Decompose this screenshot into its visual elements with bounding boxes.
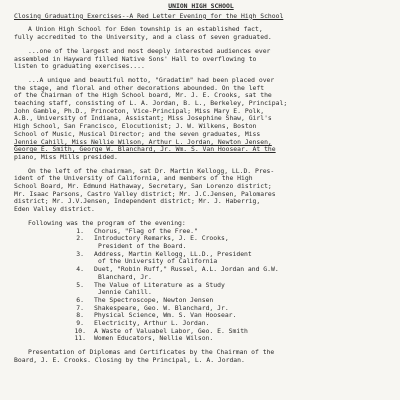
program-intro: Following was the program of the evening:: [28, 218, 186, 227]
para4-line: ident of the University of California, and members of the High: [14, 174, 253, 183]
para5-line: Presentation of Diplomas and Certificates by the Chairman of the: [28, 348, 275, 357]
program-text-cont: Jennie Cahill.: [98, 288, 152, 297]
para4-line: district; Mr. J.V.Jensen, Independent district; Mr. J. Haberrig,: [14, 197, 261, 206]
para3-line: A.B., University of Indiana, Assistant; Miss Josephine Shaw, Girl's: [14, 114, 272, 123]
para1-line: fully accredited to the University, and a class of seven graduated.: [14, 33, 272, 42]
program-number: 6.: [76, 295, 84, 304]
program-number: 1.: [76, 226, 84, 235]
program-text: A Waste of Valuabel Labor, Geo. E. Smith: [94, 326, 248, 335]
para3-line-underlined: George E. Smith, George W. Blanchard, Jr. Wm. S. Van Hoosear. At the: [14, 145, 276, 154]
program-item: [14, 335, 388, 343]
paragraph-2: [14, 48, 388, 71]
program-number: 7.: [76, 303, 84, 312]
program-number: 4.: [76, 265, 84, 274]
program-text: Duet, "Robin Ruff," Russel, A.L. Jordan and G.W.: [94, 265, 279, 274]
program-text: Electricity, Arthur L. Jordan.: [94, 319, 210, 328]
program-text: Introductory Remarks, J. E. Crooks,: [94, 234, 229, 243]
program-text: The Spectroscope, Newton Jensen: [94, 295, 214, 304]
program-number: 3.: [76, 249, 84, 258]
document-header: UNION HIGH SCHOOL: [168, 2, 234, 10]
para2-line: listen to graduating exercises....: [14, 62, 145, 71]
para3-line: John Gamble, Ph.D., Princeton, Vice-Principal; Miss Mary E. Polk,: [14, 106, 265, 115]
program-number: 5.: [76, 280, 84, 289]
para4-line: Mr. Isaac Parsons, Castro Valley district; Mr. J.C.Jensen, Palomares: [14, 189, 276, 198]
program-text: Physical Science, Wm. S. Van Hoosear.: [94, 311, 237, 320]
program-text: Address, Martin Kellogg, LL.D., President: [94, 249, 252, 258]
paragraph-4: [14, 168, 388, 214]
para3-line: the stage, and floral and other decorations abounded. On the left: [14, 83, 265, 92]
program-number: 9.: [76, 319, 84, 328]
para3-line-underlined: Jennie Cahill, Miss Nellie Wilson, Arthur L. Jordan, Newton Jensen,: [14, 137, 272, 146]
program-text-cont: of the University of California: [98, 257, 218, 266]
para3-line: of the Chairman of the High School board, Mr. J. E. Crooks, sat the: [14, 91, 272, 100]
paragraph-3: [14, 77, 388, 162]
para4-line: Eden Valley district.: [14, 205, 95, 214]
para4-line: School Board, Mr. Edmund Hathaway, Secretary, San Lorenzo district;: [14, 182, 272, 191]
para3-line: piano, Miss Mills presided.: [14, 152, 118, 161]
para3-line: ...A unique and beautiful motto, "Gradatim" had been placed over: [28, 75, 275, 84]
para5-line: Board, J. E. Crooks. Closing by the Principal, L. A. Jordan.: [14, 355, 245, 364]
program-text: Chorus, "Flag of the Free.": [94, 226, 198, 235]
program-text: Shakespeare, Geo. W. Blanchard, Jr.: [94, 303, 229, 312]
para1-line: A Union High School for Eden township is an established fact,: [28, 25, 263, 34]
program-item: [14, 235, 388, 243]
program-item: [14, 282, 388, 290]
program-number: 2.: [76, 234, 84, 243]
para4-line: On the left of the chairman, sat Dr. Martin Kellogg, LL.D. Pres-: [28, 166, 275, 175]
paragraph-5: [14, 349, 388, 364]
para3-line: High School, San Francisco, Elocutionist; J. W. Wilkens, Boston: [14, 122, 257, 131]
program-number: 8.: [76, 311, 84, 320]
para3-line: teaching staff, consisting of L. A. Jordan, B. L., Berkeley, Principal;: [14, 99, 288, 108]
program-text: Women Educators, Nellie Wilson.: [94, 334, 214, 343]
paragraph-1: [14, 26, 388, 41]
para2-line: assembled in Hayward filled Native Sons' Hall to overflowing to: [14, 54, 257, 63]
program-number: 10.: [74, 326, 86, 335]
program-text-cont: Blanchard, Jr.: [98, 272, 152, 281]
program-number: 11.: [74, 334, 86, 343]
program-item: [14, 266, 388, 274]
para3-line: School of Music, Musical Director; and the seven graduates, Miss: [14, 129, 261, 138]
document-subtitle: Closing Graduating Exercises--A Red Letter Evening for the High School: [14, 11, 284, 20]
program-list: [14, 220, 388, 343]
program-text: The Value of Literature as a Study: [94, 280, 225, 289]
para2-line: ...one of the largest and most deeply interested audiences ever: [28, 46, 271, 55]
program-text-cont: President of the Board.: [98, 241, 187, 250]
